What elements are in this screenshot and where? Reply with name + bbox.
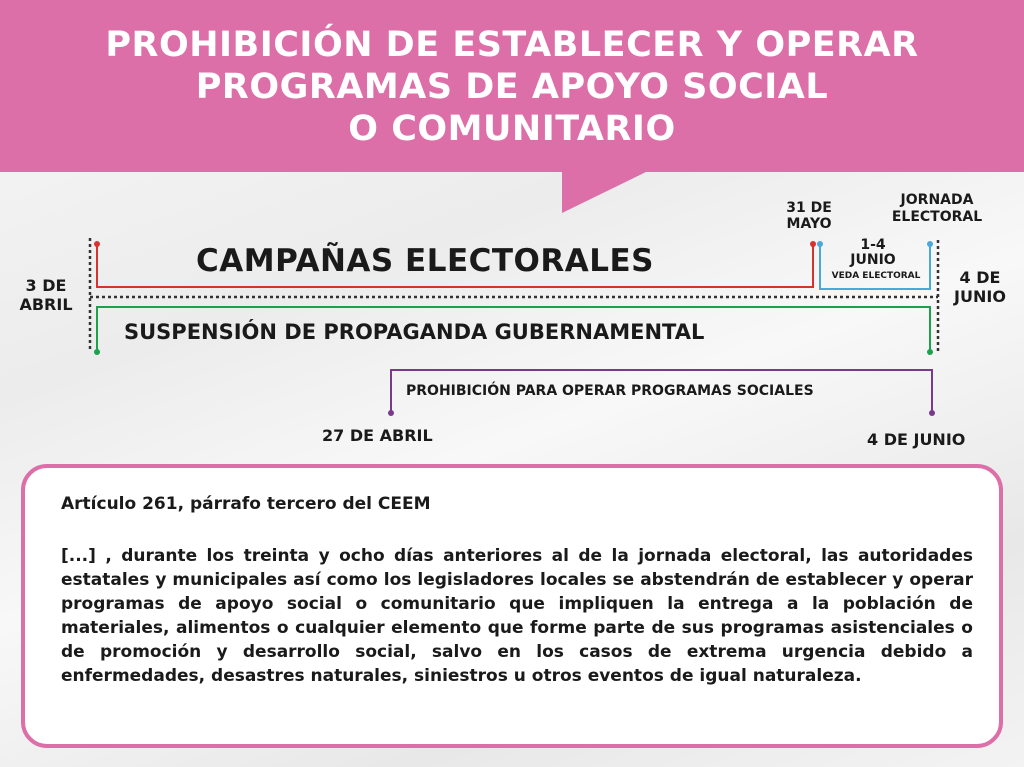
campanas-start-dot	[94, 241, 100, 247]
article-card	[21, 464, 1003, 748]
jornada-label: JORNADA ELECTORAL	[891, 192, 983, 225]
campanas-end-dot	[810, 241, 816, 247]
prohibicion-start-label: 27 DE ABRIL	[322, 426, 433, 445]
suspension-end-dot	[927, 349, 933, 355]
prohibicion-end-dot	[929, 410, 935, 416]
campanas-label: CAMPAÑAS ELECTORALES	[196, 243, 654, 279]
title-line-3: O COMUNITARIO	[348, 109, 676, 149]
prohibicion-start-dot	[388, 410, 394, 416]
prohibicion-end-label: 4 DE JUNIO	[867, 430, 966, 449]
article-body: [...] , durante los treinta y ocho días anteriores al de la jornada electoral, las autoridades estatales y municipales así como los legisladores locales se abstendrán de establecer y operar programas de apoyo social o comunitario que impliquen la entrega a la población de materiales, alimentos o cualquier elemento que forme parte de sus programas asistenciales o de promoción y desarrollo social, salvo en los casos de extrema urgencia debido a enfermedades, desastres naturales, siniestros u otros eventos de igual naturaleza.	[61, 546, 973, 686]
article-title: Artículo 261, párrafo tercero del CEEM	[61, 494, 431, 514]
title-line-2: PROGRAMAS DE APOYO SOCIAL	[195, 67, 829, 107]
prohibicion-label: PROHIBICIÓN PARA OPERAR PROGRAMAS SOCIALES	[406, 383, 814, 399]
end-date-label: 4 DE JUNIO	[954, 268, 1006, 306]
suspension-start-dot	[94, 349, 100, 355]
veda-start-dot	[817, 241, 823, 247]
suspension-label: SUSPENSIÓN DE PROPAGANDA GUBERNAMENTAL	[124, 320, 705, 344]
veda-end-dot	[927, 241, 933, 247]
title-line-1: PROHIBICIÓN DE ESTABLECER Y OPERAR	[105, 25, 919, 65]
veda-dates-label: 1-4 JUNIO	[850, 237, 896, 268]
start-date-label: 3 DE ABRIL	[19, 276, 73, 314]
veda-label: VEDA ELECTORAL	[831, 271, 921, 281]
may31-label: 31 DE MAYO	[786, 200, 832, 232]
